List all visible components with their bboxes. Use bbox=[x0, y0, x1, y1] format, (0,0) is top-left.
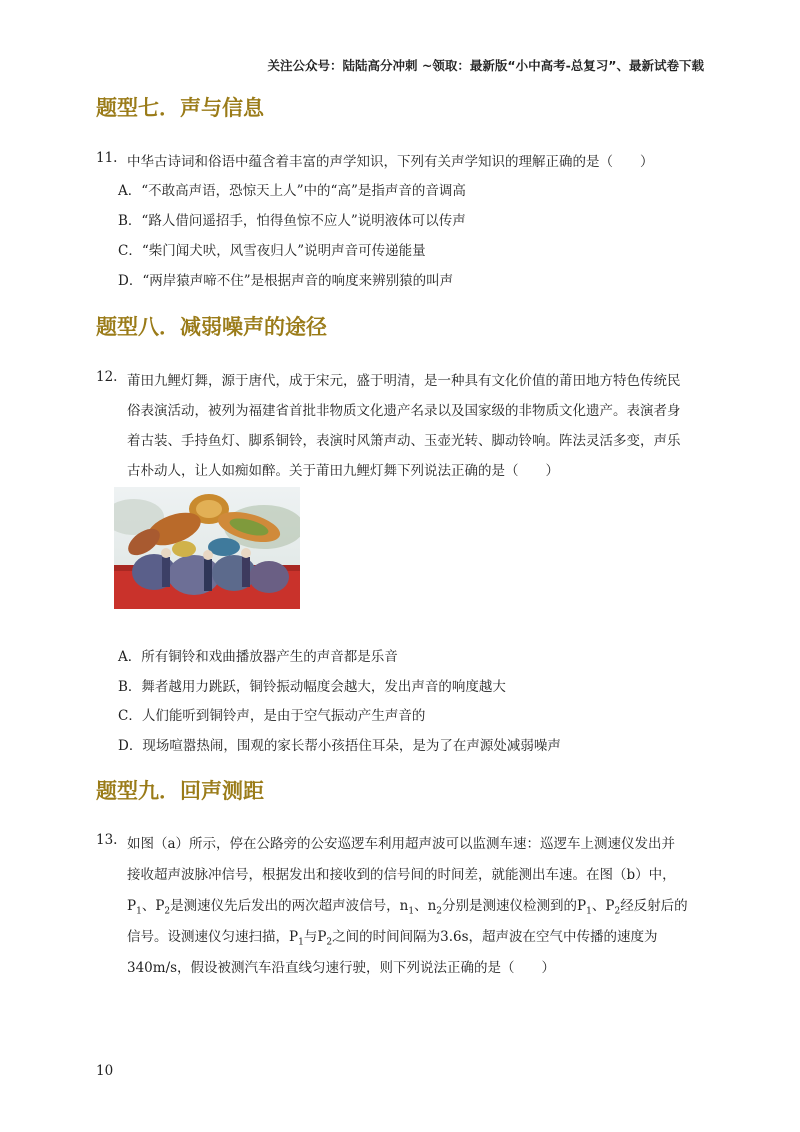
question-13-line-4: 信号。设测速仪匀速扫描，$P_1$与$P_2$之间的时间间隔为3.6s，超声波在空气中传播的速度为 bbox=[127, 929, 658, 948]
q11-option-a: A．“不敢高声语，恐惊天上人”中的“高”是指声音的音调高 bbox=[118, 183, 466, 199]
section-title-9: 题型九．回声测距 bbox=[96, 779, 264, 803]
question-number-12: 12. bbox=[96, 369, 118, 385]
section-title-7: 题型七．声与信息 bbox=[96, 96, 264, 120]
question-number-13: 13. bbox=[96, 832, 118, 848]
question-13-line-3: $P_1$、$P_2$是测速仪先后发出的两次超声波信号，$n_1$、$n_2$分别是测速仪检测到的$P_1$、$P_2$经反射后的 bbox=[127, 898, 688, 917]
question-13-line-2: 接收超声波脉冲信号，根据发出和接收到的信号间的时间差，就能测出车速。在图（b）中， bbox=[127, 867, 676, 883]
q12-option-a: A．所有铜铃和戏曲播放器产生的声音都是乐音 bbox=[118, 649, 398, 665]
page-header: 关注公众号：陆陆高分冲刺 ~领取：最新版“小中高考-总复习”、最新试卷下载 bbox=[267, 58, 704, 73]
q12-option-d: D．现场喧嚣热闹，围观的家长帮小孩捂住耳朵，是为了在声源处减弱噪声 bbox=[118, 738, 561, 754]
page-number: 10 bbox=[96, 1063, 114, 1079]
question-13-line-1: 如图（a）所示，停在公路旁的公安巡逻车利用超声波可以监测车速：巡逻车上测速仪发出并 bbox=[127, 836, 676, 852]
q11-option-b: B．“路人借问遥招手，怕得鱼惊不应人”说明液体可以传声 bbox=[118, 213, 466, 229]
question-12-line-2: 俗表演活动，被列为福建省首批非物质文化遗产名录以及国家级的非物质文化遗产。表演者身 bbox=[127, 403, 681, 419]
question-12-line-4: 古朴动人，让人如痴如醉。关于莆田九鲤灯舞下列说法正确的是（ ） bbox=[127, 463, 559, 479]
question-13-line-5: 340m/s，假设被测汽车沿直线匀速行驶，则下列说法正确的是（ ） bbox=[127, 960, 556, 976]
question-11-stem: 中华古诗词和俗语中蕴含着丰富的声学知识，下列有关声学知识的理解正确的是（ ） bbox=[127, 154, 654, 170]
q11-option-c: C．“柴门闻犬吠，风雪夜归人”说明声音可传递能量 bbox=[118, 243, 426, 259]
section-title-8: 题型八．减弱噪声的途径 bbox=[96, 315, 327, 339]
q12-option-b: B．舞者越用力跳跃，铜铃振动幅度会越大，发出声音的响度越大 bbox=[118, 679, 506, 695]
question-12-line-3: 着古装、手持鱼灯、脚系铜铃，表演时风箫声动、玉壶光转、脚动铃响。阵法灵活多变，声乐 bbox=[127, 433, 681, 449]
q11-option-d: D．“两岸猿声啼不住”是根据声音的响度来辨别猿的叫声 bbox=[118, 273, 454, 289]
q12-option-c: C．人们能听到铜铃声，是由于空气振动产生声音的 bbox=[118, 708, 426, 724]
question-number-11: 11. bbox=[96, 150, 118, 166]
question-12-line-1: 莆田九鲤灯舞，源于唐代，成于宋元，盛于明清，是一种具有文化价值的莆田地方特色传统民 bbox=[127, 373, 681, 389]
fish-lantern-dance-photo bbox=[114, 487, 300, 609]
